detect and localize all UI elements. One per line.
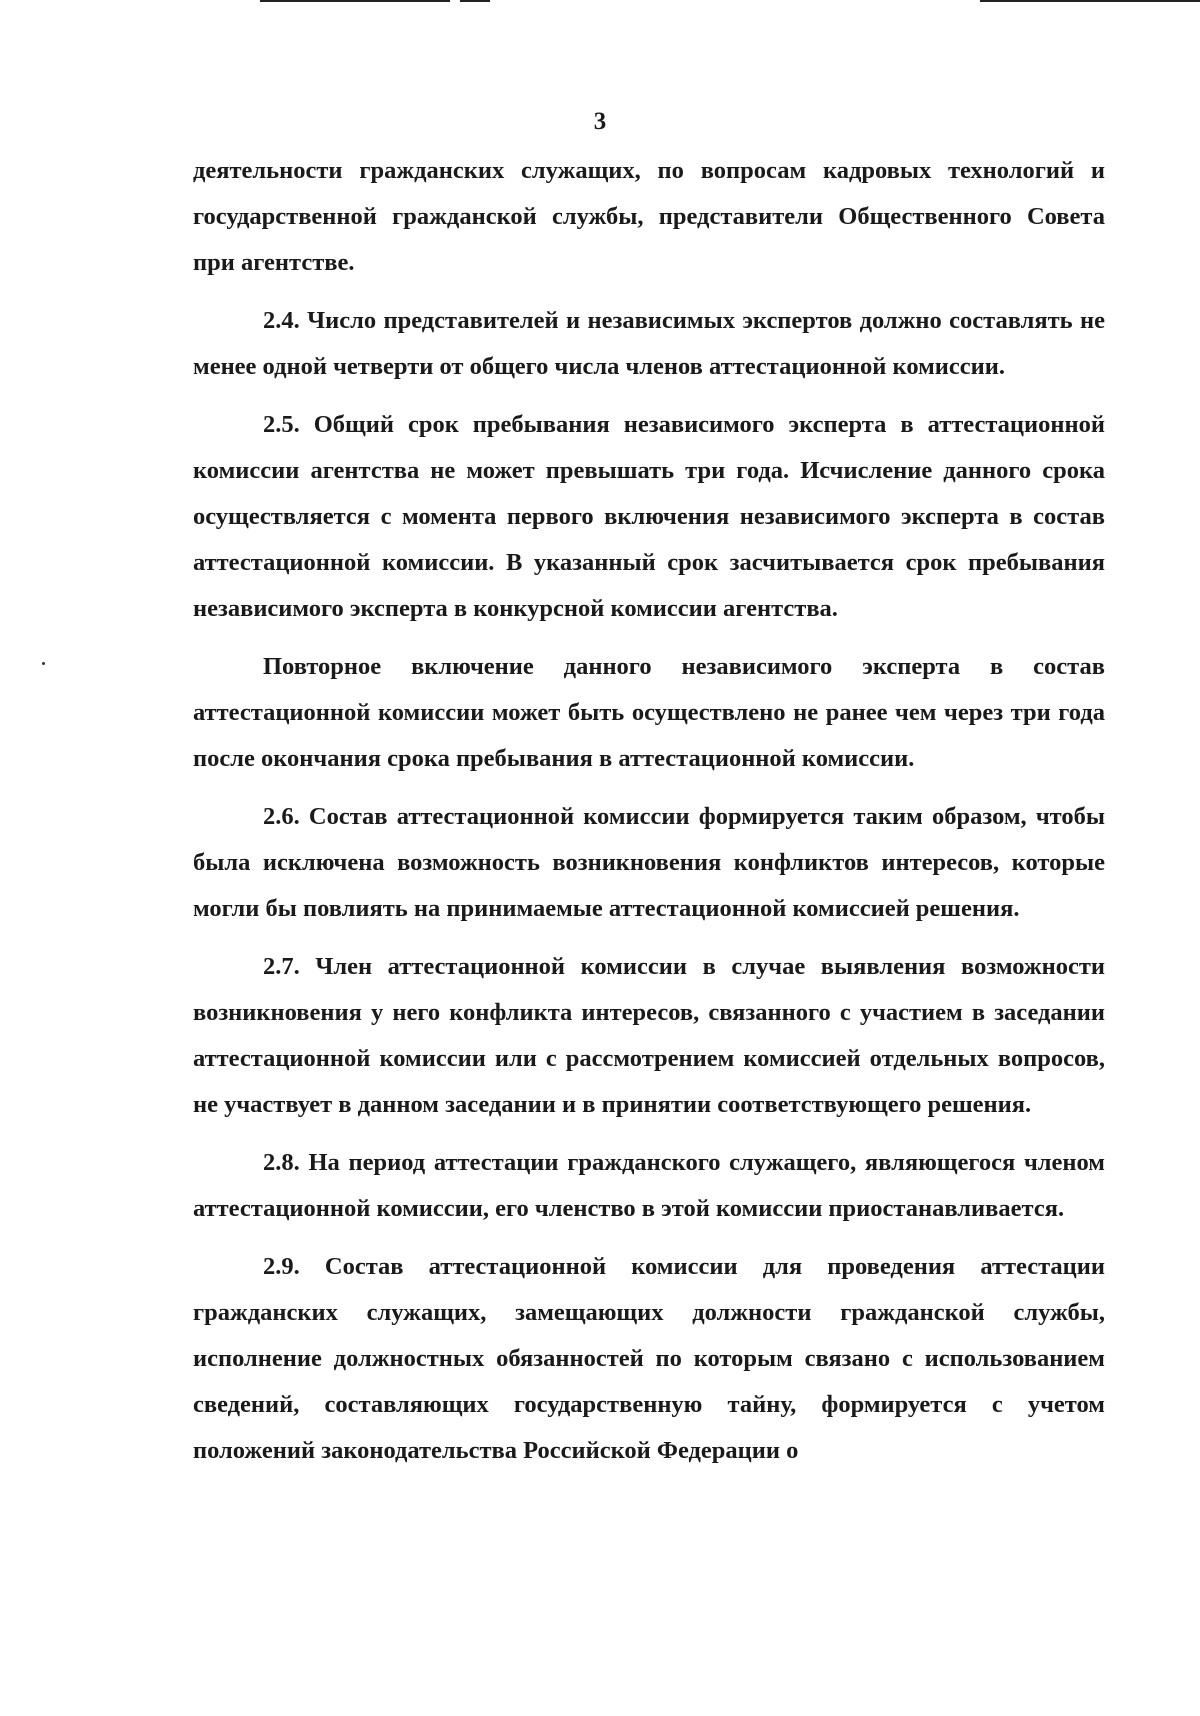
scan-edge-line (260, 0, 450, 2)
document-body (193, 148, 1105, 1474)
page-number: 3 (593, 108, 607, 135)
paragraph-2-5: 2.5. Общий срок пребывания независимого эксперта в аттестационной комиссии агентства не может превышать три года. Исчисление данного срока осуществляется с момента первого включения независимого эксперта в состав аттестационной комиссии. В указанный срок засчитывается срок пребывания независимого эксперта в конкурсной комиссии агентства. (193, 411, 1105, 622)
paragraph-2-9: 2.9. Состав аттестационной комиссии для проведения аттестации гражданских служащих, замещающих должности гражданской службы, исполнение должностных обязанностей по которым связано с использованием сведений, составляющих государственную тайну, формируется с учетом положений законодательства Российской Федерации о (193, 1253, 1105, 1464)
paragraph-repeat-inclusion: Повторное включение данного независимого эксперта в состав аттестационной комиссии может быть осуществлено не ранее чем через три года после окончания срока пребывания в аттестационной комиссии. (193, 653, 1105, 772)
paragraph-continuation: деятельности гражданских служащих, по вопросам кадровых технологий и государственной гражданской службы, представители Общественного Совета при агентстве. (193, 157, 1105, 276)
paragraph-2-6: 2.6. Состав аттестационной комиссии формируется таким образом, чтобы была исключена возможность возникновения конфликтов интересов, которые могли бы повлиять на принимаемые аттестационной комиссией решения. (193, 803, 1105, 922)
scan-speck (42, 662, 45, 665)
paragraph-2-7: 2.7. Член аттестационной комиссии в случае выявления возможности возникновения у него конфликта интересов, связанного с участием в заседании аттестационной комиссии или с рассмотрением комиссией отдельных вопросов, не участвует в данном заседании и в принятии соответствующего решения. (193, 953, 1105, 1118)
paragraph-2-4: 2.4. Число представителей и независимых экспертов должно составлять не менее одной четверти от общего числа членов аттестационной комиссии. (193, 307, 1105, 380)
scan-edge-line (460, 0, 490, 2)
scan-edge-line (980, 0, 1200, 2)
paragraph-2-8: 2.8. На период аттестации гражданского служащего, являющегося членом аттестационной комиссии, его членство в этой комиссии приостанавливается. (193, 1149, 1105, 1222)
